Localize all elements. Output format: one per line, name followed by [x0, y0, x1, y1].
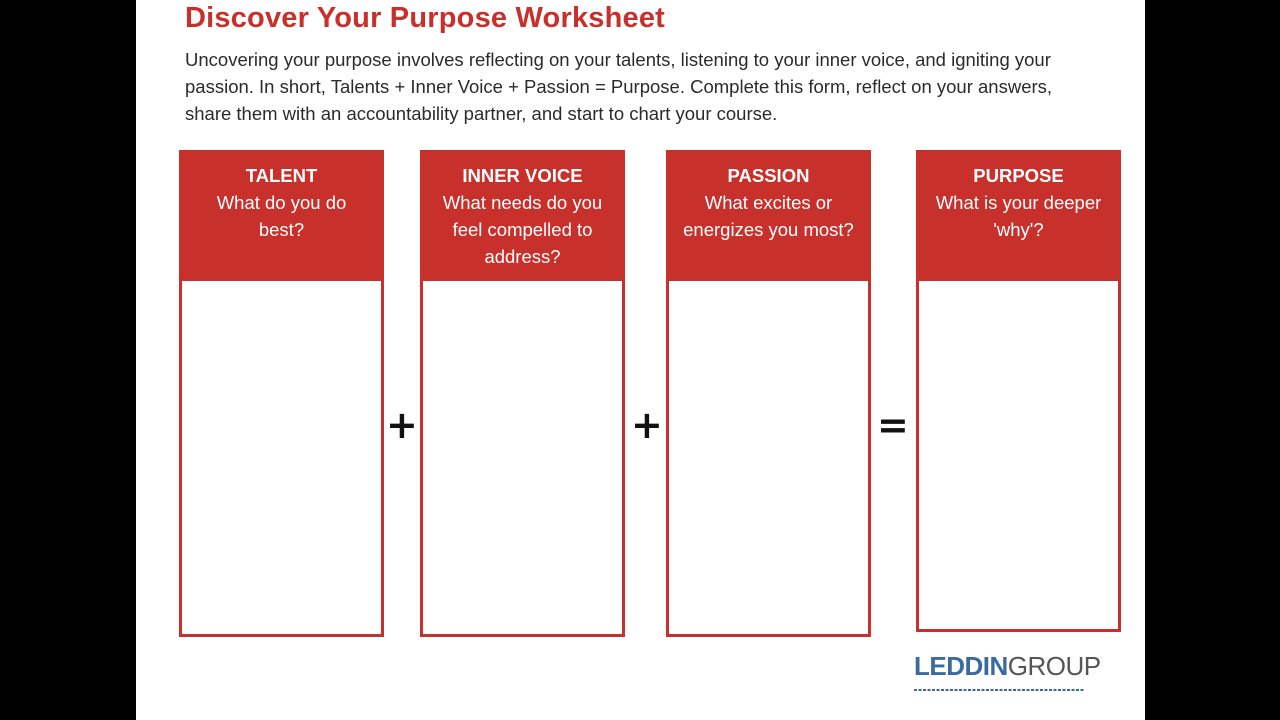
talent-answer-box[interactable]: [179, 277, 384, 637]
column-heading: PURPOSE: [973, 165, 1064, 186]
column-purpose: [916, 150, 1121, 632]
worksheet-title: Discover Your Purpose Worksheet: [185, 2, 666, 34]
purpose-answer-box[interactable]: [916, 277, 1121, 632]
column-passion: [666, 150, 871, 637]
column-heading: INNER VOICE: [462, 165, 583, 186]
logo-part-2: GROUP: [1007, 651, 1101, 681]
column-question: What is your deeper 'why'?: [935, 192, 1102, 240]
column-header: [420, 150, 625, 277]
equals-operator: =: [877, 403, 909, 447]
logo-tagline-graphic: [914, 687, 1084, 693]
ledding-group-logo: [914, 652, 1114, 698]
plus-operator: +: [631, 403, 663, 447]
column-heading: PASSION: [727, 165, 810, 186]
column-inner-voice: [420, 150, 625, 637]
logo-wordmark: [914, 652, 1114, 680]
column-question: What excites or energizes you most?: [683, 192, 854, 240]
column-talent: [179, 150, 384, 637]
column-question: What do you do best?: [216, 192, 347, 240]
logo-part-1: LEDDIN: [914, 651, 1008, 681]
plus-operator: +: [386, 403, 418, 447]
passion-answer-box[interactable]: [666, 277, 871, 637]
column-header: [179, 150, 384, 277]
inner-voice-answer-box[interactable]: [420, 277, 625, 637]
worksheet-page: [136, 0, 1145, 720]
column-header: [916, 150, 1121, 277]
column-heading: TALENT: [245, 165, 318, 186]
intro-paragraph: Uncovering your purpose involves reflecting on your talents, listening to your inner voice, and igniting your passion. In short, Talents + Inner Voice + Passion = Purpose. Complete this form, reflect on your answers, share them with an accountability partner, and start to chart your course.: [185, 49, 1053, 124]
column-header: [666, 150, 871, 277]
column-question: What needs do you feel compelled to address?: [442, 192, 603, 267]
